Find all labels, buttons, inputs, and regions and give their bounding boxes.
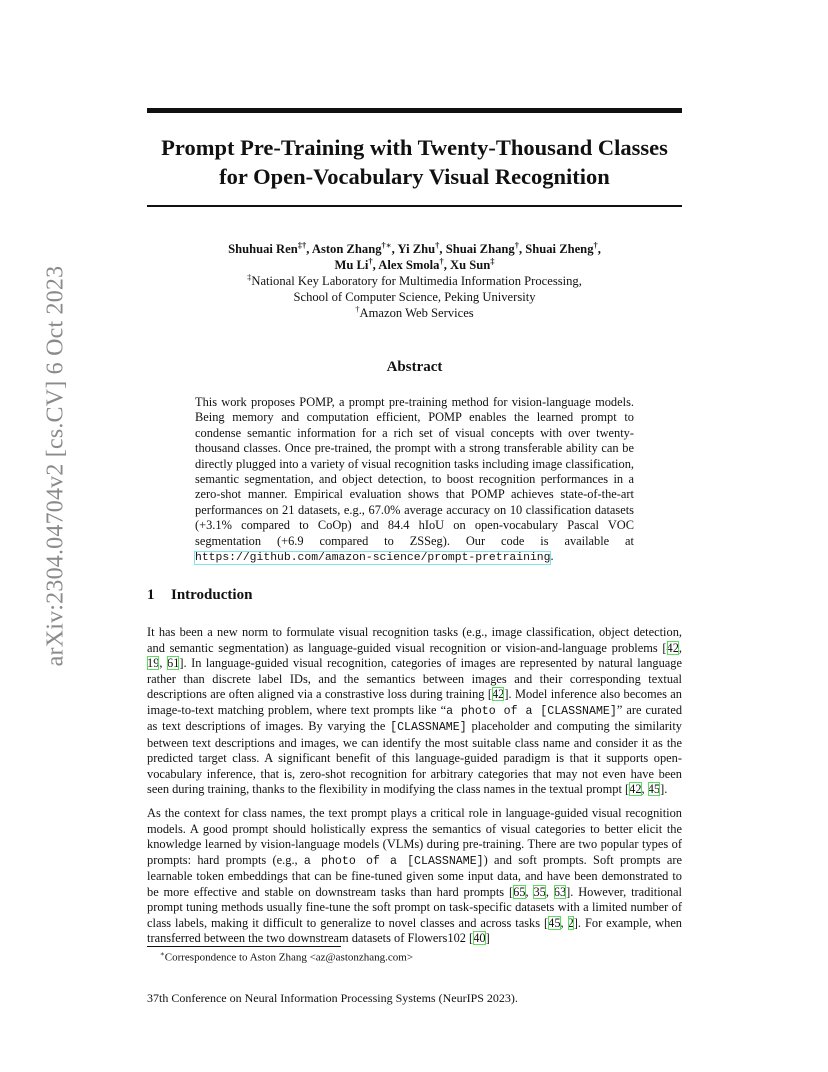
footnote-text: Correspondence to Aston Zhang <az@astonzhang.com> [164, 951, 414, 964]
citation-link[interactable]: 19 [147, 656, 160, 670]
citation-link[interactable]: 42 [666, 640, 679, 655]
text-run: ]. Model inference also becomes an image-to-text matching problem, where text prompts like “ [147, 687, 682, 717]
title-line-2: for Open-Vocabulary Visual Recognition [219, 164, 610, 189]
text-run: As the context for class names, the text prompt plays a critical role in language-guided visual recognition models. A good prompt should holistically express the semantics of visual categories to better elicit the knowledge learned by vision-language models (VLMs) during pre-training. There are two popular types of prompts: hard prompts (e.g., [147, 806, 682, 867]
citation-link[interactable]: 42 [491, 687, 505, 701]
title-bottom-rule [147, 205, 682, 207]
text-run: ) and soft prompts. Soft prompts are learnable token embeddings that can be fine-tuned given some input data, and have been demonstrated to be more effective and stable on downstream tasks than hard prompts [ [147, 852, 682, 899]
abstract-heading: Abstract [386, 359, 443, 375]
citation-link[interactable]: 40 [473, 931, 486, 945]
inline-code: a photo of a [CLASSNAME] [303, 854, 484, 868]
author-name: Shuai Zhang [445, 242, 515, 256]
text-run: ]. However, traditional prompt tuning methods usually fine-tune the soft prompt on task-specific datasets with a limited number of class labels, making it difficult to generalize to novel classes and across tasks [ [147, 884, 682, 930]
author-affil-mark: † [439, 255, 444, 266]
intro-paragraph-1: It has been a new norm to formulate visual recognition tasks (e.g., image classification, object detection, and semantic segmentation) as language-guided visual recognition or vision-and-language problems [42, 19, 61]. In language-guided visual recognition, categories of images are represented by natural language rather than discrete label IDs, and the semantics between images and their corresponding textual descriptions are often aligned via a constrastive loss during training [42]. Model inference also becomes an image-to-text matching problem, where text prompts like “a photo of a [CLASSNAME]” are curated as text descriptions of images. By varying the [CLASSNAME] placeholder and computing the similarity between text descriptions and images, we can identify the most suitable class name and consider it as the predicted target class. A significant benefit of this language-guided paradigm is that it supports open-vocabulary inference, that is, zero-shot recognition for arbitrary categories that may not even have been seen during training, thanks to the flexibility in modifying the class names in the textual prompt [42, 45]. [147, 625, 683, 796]
title-top-rule [147, 108, 682, 113]
text-run: ] [485, 931, 490, 945]
inline-code: [CLASSNAME] [390, 721, 467, 734]
text-run: placeholder and computing the similarity between text descriptions and images, we can identify the most suitable class name and consider it as the predicted target class. A significant benefit of this language-guided paradigm is that it supports open-vocabulary inference, that is, zero-shot recognition for arbitrary categories that may not even have been seen during training, thanks to the flexibility in modifying the class names in the textual prompt [ [147, 719, 682, 796]
author-name: Xu Sun [450, 258, 491, 272]
author-names-line-2: Mu Li†, Alex Smola†, Xu Sun‡ [334, 255, 495, 272]
citation-link[interactable]: 63 [553, 884, 567, 899]
author-affil-mark: † [435, 239, 440, 250]
author-affil-mark: † [514, 239, 519, 250]
affiliation-2 [147, 305, 682, 321]
affiliation-text: National Key Laboratory for Multimedia Information Processing, [251, 274, 582, 288]
affiliation-1 [147, 273, 682, 289]
author-names-line-1: Shuhuai Ren‡†, Aston Zhang†∗, Yi Zhu†, Shuai Zhang†, Shuai Zheng†, [228, 239, 601, 256]
citation-link[interactable]: 42 [629, 782, 642, 796]
author-name: Mu Li [334, 258, 369, 272]
abstract-body [195, 395, 634, 566]
text-run: It has been a new norm to formulate visual recognition tasks (e.g., image classification, object detection, and semantic segmentation) as language-guided visual recognition or vision-and-language problems [ [147, 625, 682, 655]
text-run: ]. [660, 782, 668, 796]
intro-paragraph-2: As the context for class names, the text prompt plays a critical role in language-guided visual recognition models. A good prompt should holistically express the semantics of visual categories to better elicit the knowledge learned by vision-language models (VLMs) during pre-training. There are two popular types of prompts: hard prompts (e.g., a photo of a [CLASSNAME]) and soft prompts. Soft prompts are learnable token embeddings that can be fine-tuned given some input data, and have been demonstrated to be more effective and stable on downstream tasks than hard prompts [65, 35, 63]. However, traditional prompt tuning methods usually fine-tune the soft prompt on task-specific datasets with a limited number of class labels, making it difficult to generalize to novel classes and across tasks [45, 2]. For example, when transferred between the two downstream datasets of Flowers102 [40] [147, 806, 683, 945]
author-name: Yi Zhu [397, 242, 436, 256]
footnote-rule [147, 946, 341, 947]
author-affil-mark: † [368, 255, 373, 266]
code-url-link[interactable]: https://github.com/amazon-science/prompt-pretraining [195, 552, 551, 565]
text-run: ]. In language-guided visual recognition, categories of images are represented by natural language rather than discrete label IDs, and the semantics between images and their corresponding textual descriptions are often aligned via a constrastive loss during training [ [147, 656, 683, 701]
author-name: Shuhuai Ren [228, 242, 298, 256]
citation-link[interactable]: 2 [567, 915, 574, 930]
inline-code: a photo of a [CLASSNAME] [446, 704, 617, 718]
text-run: ]. For example, when transferred between the two downstream datasets of Flowers102 [ [147, 915, 683, 945]
author-affil-mark: † [593, 239, 598, 250]
title-line-1: Prompt Pre-Training with Twenty-Thousand Classes [161, 135, 668, 160]
author-block [147, 241, 682, 321]
author-affil-mark: ‡ [490, 255, 495, 266]
affiliation-mark: ‡ [247, 271, 252, 282]
section-title: Introduction [171, 587, 253, 603]
section-heading [147, 587, 252, 604]
text-run: ” are curated as text descriptions of images. By varying the [147, 702, 683, 733]
affiliation-text: Amazon Web Services [359, 306, 474, 320]
section-number: 1 [147, 587, 155, 603]
arxiv-stamp: arXiv:2304.04704v2 [cs.CV] 6 Oct 2023 [42, 265, 69, 667]
citation-link[interactable]: 45 [548, 915, 561, 930]
author-name: Alex Smola [378, 258, 440, 272]
citation-link[interactable]: 61 [167, 656, 180, 670]
author-affil-mark: †∗ [381, 239, 392, 250]
author-name: Shuai Zheng [525, 242, 594, 256]
footnote [160, 950, 413, 964]
author-affil-mark: ‡† [297, 239, 307, 250]
affiliation-mark: † [355, 303, 360, 314]
footnote-mark: ∗ [160, 950, 165, 958]
affiliation-1-line-2: School of Computer Science, Peking University [293, 290, 536, 304]
paper-title [147, 133, 682, 191]
venue-line: 37th Conference on Neural Information Processing Systems (NeurIPS 2023). [147, 991, 518, 1005]
author-name: Aston Zhang [311, 242, 382, 256]
abstract-text: This work proposes POMP, a prompt pre-training method for vision-language models. Being memory and computation efficient, POMP enables the learned prompt to condense semantic information for a rich set of visual concepts with over twenty-thousand classes. Once pre-trained, the prompt with a strong transferable ability can be directly plugged into a variety of visual recognition tasks including image classification, semantic segmentation, and object detection, to boost recognition performances in a zero-shot manner. Empirical evaluation shows that POMP achieves state-of-the-art performances on 21 datasets, e.g., 67.0% average accuracy on 10 classification datasets (+3.1% compared to CoOp) and 84.4 hIoU on open-vocabulary Pascal VOC segmentation (+6.9 compared to ZSSeg). Our code is available at [195, 395, 634, 548]
citation-link[interactable]: 65 [513, 884, 526, 899]
abstract-end: . [550, 549, 554, 564]
citation-link[interactable]: 45 [647, 782, 661, 796]
citation-link[interactable]: 35 [533, 884, 546, 899]
